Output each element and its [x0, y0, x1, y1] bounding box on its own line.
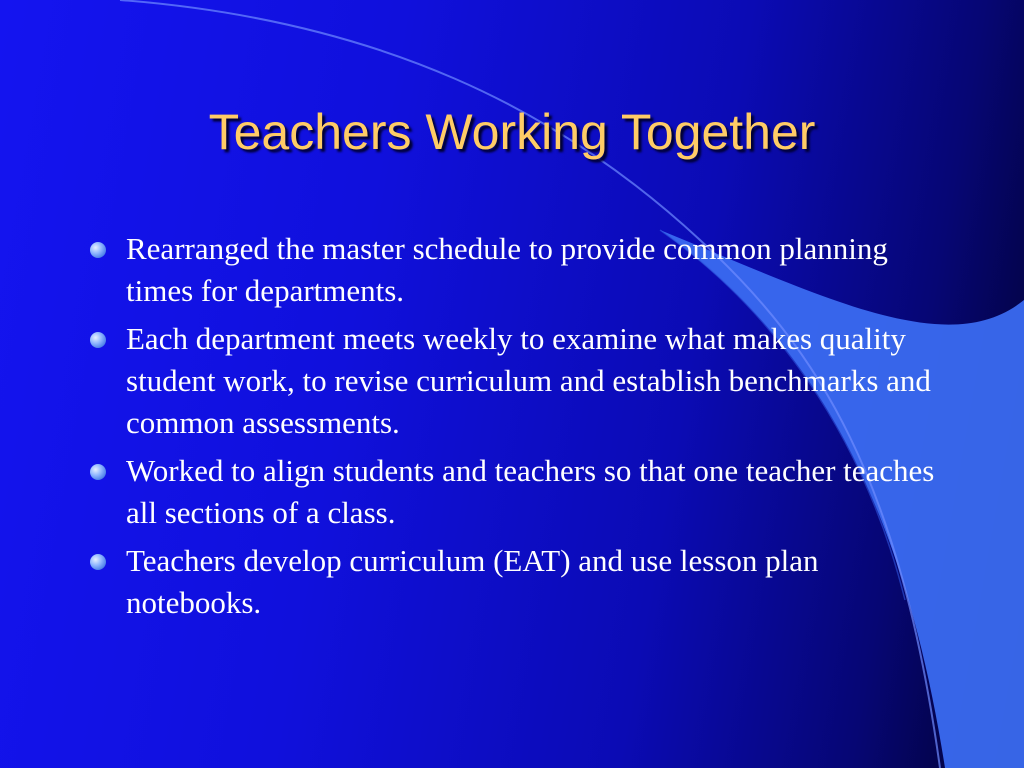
bullet-list: [88, 228, 948, 630]
bullet-text: Teachers develop curriculum (EAT) and use lesson plan notebooks.: [126, 543, 819, 620]
bullet-dot-icon: [90, 464, 106, 480]
bullet-text: Rearranged the master schedule to provide common planning times for departments.: [126, 231, 888, 308]
bullet-dot-icon: [90, 242, 106, 258]
bullet-item: [88, 540, 948, 624]
bullet-item: [88, 450, 948, 534]
bullet-item: [88, 318, 948, 444]
bullet-text: Worked to align students and teachers so that one teacher teaches all sections of a class.: [126, 453, 935, 530]
bullet-dot-icon: [90, 554, 106, 570]
bullet-text: Each department meets weekly to examine what makes quality student work, to revise curriculum and establish benchmarks and common assessments.: [126, 321, 931, 440]
bullet-dot-icon: [90, 332, 106, 348]
bullet-item: [88, 228, 948, 312]
slide-title: Teachers Working Together: [208, 104, 816, 160]
